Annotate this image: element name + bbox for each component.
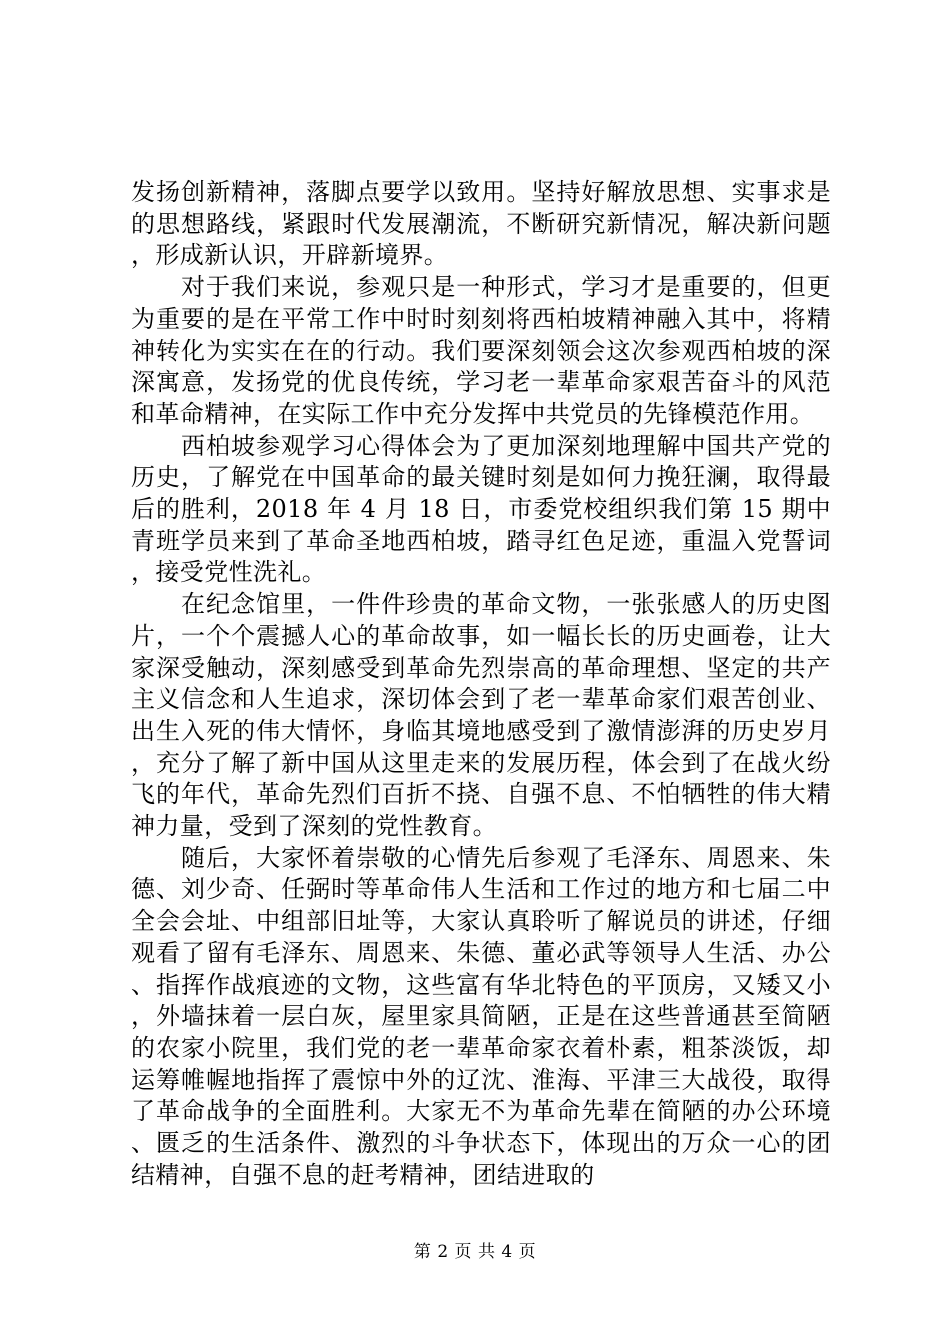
paragraph-4: 在纪念馆里，一件件珍贵的革命文物，一张张感人的历史图片，一个个震撼人心的革命故事，如一幅长长的历史画卷，让大家深受触动，深刻感受到革命先烈崇高的革命理想、坚定的共产主义信念和人生追求，深切体会到了老一辈革命家们艰苦创业、出生入死的伟大情怀，身临其境地感受到了激情澎湃的历史岁月，充分了解了新中国从这里走来的发展历程，体会到了在战火纷飞的年代，革命先烈们百折不挠、自强不息、不怕牺牲的伟大精神力量，受到了深刻的党性教育。 [131, 590, 831, 841]
paragraph-1: 发扬创新精神，落脚点要学以致用。坚持好解放思想、实事求是的思想路线，紧跟时代发展潮流，不断研究新情况，解决新问题，形成新认识，开辟新境界。 [131, 178, 831, 270]
page-number-footer: 第 2 页 共 4 页 [413, 1242, 537, 1262]
paragraph-5: 随后，大家怀着崇敬的心情先后参观了毛泽东、周恩来、朱德、刘少奇、任弼时等革命伟人生活和工作过的地方和七届二中全会会址、中组部旧址等，大家认真聆听了解说员的讲述，仔细观看了留有毛泽东、周恩来、朱德、董必武等领导人生活、办公、指挥作战痕迹的文物，这些富有华北特色的平顶房，又矮又小，外墙抹着一层白灰，屋里家具简陋，正是在这些普通甚至简陋的农家小院里，我们党的老一辈革命家衣着朴素，粗茶淡饭，却运筹帷幄地指挥了震惊中外的辽沈、淮海、平津三大战役，取得了革命战争的全面胜利。大家无不为革命先辈在简陋的办公环境、匮乏的生活条件、激烈的斗争状态下，体现出的万众一心的团结精神，自强不息的赶考精神，团结进取的 [131, 843, 831, 1189]
paragraph-2: 对于我们来说，参观只是一种形式，学习才是重要的，但更为重要的是在平常工作中时时刻刻将西柏坡精神融入其中，将精神转化为实实在在的行动。我们要深刻领会这次参观西柏坡的深深寓意，发扬党的优良传统，学习老一辈革命家艰苦奋斗的风范和革命精神，在实际工作中充分发挥中共党员的先锋模范作用。 [131, 273, 831, 428]
body-text [131, 177, 831, 1192]
paragraph-3: 西柏坡参观学习心得体会为了更加深刻地理解中国共产党的历史，了解党在中国革命的最关键时刻是如何力挽狂澜，取得最后的胜利，2018 年 4 月 18 日，市委党校组织我们第 15 期中青班学员来到了革命圣地西柏坡，踏寻红色足迹，重温入党誓词，接受党性洗礼。 [131, 431, 831, 587]
